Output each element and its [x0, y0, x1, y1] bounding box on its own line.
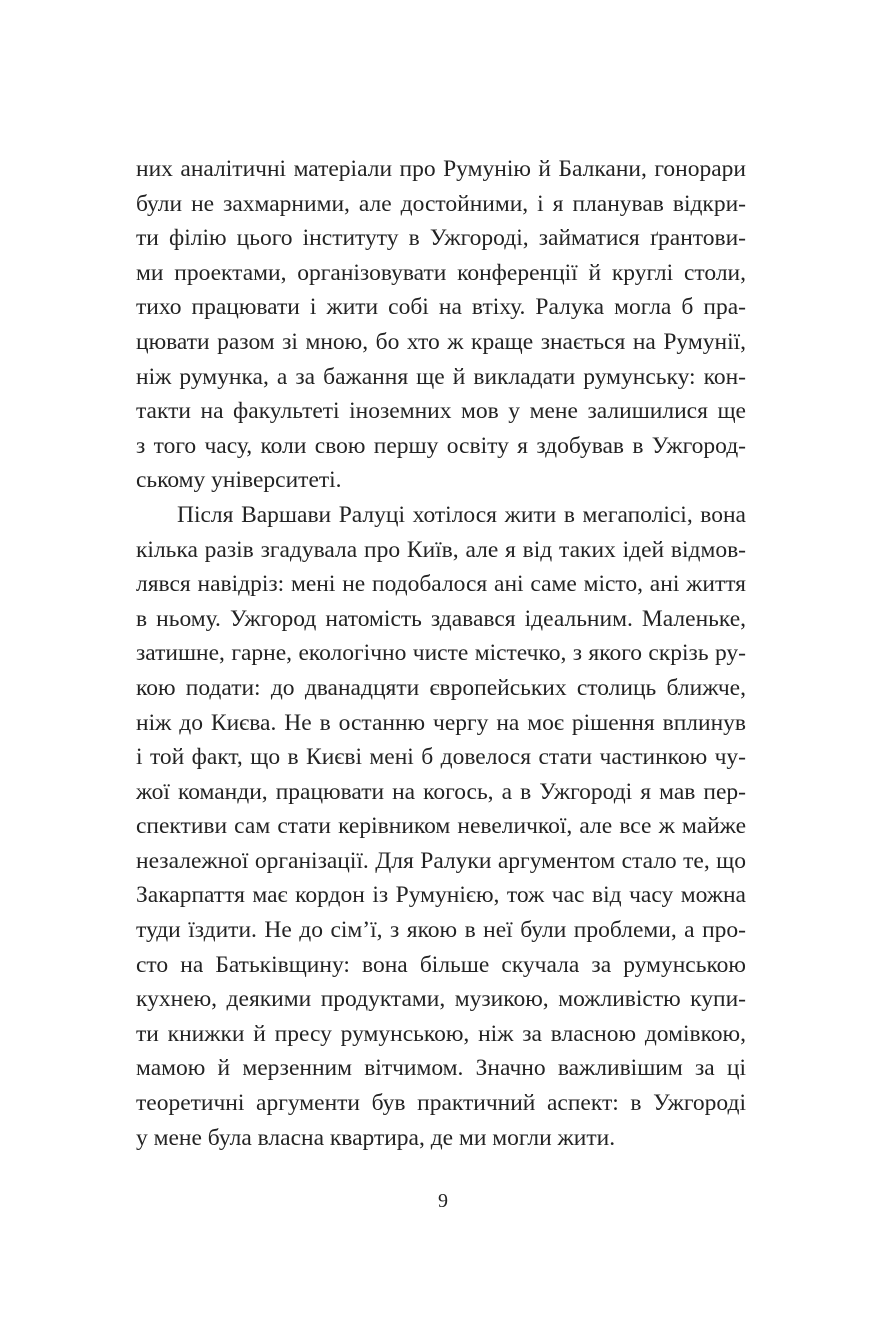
- text-line: ти філію цього інституту в Ужгороді, займатися ґрантови-: [136, 225, 746, 252]
- text-line: тихо працювати і жити собі на втіху. Ралука могла б пра-: [136, 294, 746, 321]
- page-number: 9: [438, 1190, 448, 1212]
- text-line: Після Варшави Ралуці хотілося жити в мегаполісі, вона: [177, 501, 746, 528]
- text-line: ніж румунка, а за бажання ще й викладати румунську: кон-: [136, 363, 746, 390]
- text-line: цювати разом зі мною, бо хто ж краще знається на Румунії,: [136, 328, 746, 355]
- text-line: з того часу, коли свою першу освіту я здобував в Ужгород-: [136, 432, 746, 459]
- paragraph-1: [136, 152, 746, 498]
- text-line: у мене була власна квартира, де ми могли жити.: [136, 1124, 616, 1151]
- text-line: і той факт, що в Києві мені б довелося стати частинкою чу-: [136, 744, 746, 771]
- text-line: затишне, гарне, екологічно чисте містечко, з якого скрізь ру-: [136, 640, 746, 667]
- text-line: в ньому. Ужгород натомість здавався ідеальним. Маленьке,: [136, 605, 746, 632]
- text-line: ніж до Києва. Не в останню чергу на моє рішення вплинув: [136, 709, 746, 736]
- text-line: ському університеті.: [136, 467, 342, 494]
- text-line: незалежної організації. Для Ралуки аргументом стало те, що: [136, 847, 746, 874]
- text-line: спективи сам стати керівником невеличкої, але все ж майже: [136, 813, 746, 840]
- text-line: кілька разів згадувала про Київ, але я від таких ідей відмов-: [136, 536, 746, 563]
- text-line: них аналітичні матеріали про Румунію й Балкани, гонорари: [136, 156, 746, 182]
- text-line: ми проектами, організовувати конференції й круглі столи,: [136, 259, 746, 286]
- paragraph-2: [136, 498, 746, 1155]
- text-line: кухнею, деякими продуктами, музикою, можливістю купи-: [136, 986, 746, 1013]
- text-line: теоретичні аргументи був практичний аспект: в Ужгороді: [136, 1090, 746, 1117]
- text-line: туди їздити. Не до сім’ї, з якою в неї були проблеми, а про-: [136, 917, 746, 944]
- text-line: сто на Батьківщину: вона більше скучала за румунською: [136, 951, 746, 978]
- text-line: жої команди, працювати на когось, а в Ужгороді я мав пер-: [136, 778, 746, 805]
- text-line: лявся навідріз: мені не подобалося ані саме місто, ані життя: [136, 571, 746, 598]
- text-line: Закарпаття має кордон із Румунією, тож час від часу можна: [136, 882, 746, 909]
- body-text: [136, 152, 746, 1155]
- text-line: мамою й мерзенним вітчимом. Значно важливішим за ці: [136, 1055, 746, 1082]
- text-line: такти на факультеті іноземних мов у мене залишилися ще: [136, 398, 746, 425]
- text-line: були не захмарними, але достойними, і я планував відкри-: [136, 190, 746, 217]
- text-line: кою подати: до дванадцяти європейських столиць ближче,: [136, 674, 746, 701]
- text-line: ти книжки й пресу румунською, ніж за власною домівкою,: [136, 1020, 746, 1047]
